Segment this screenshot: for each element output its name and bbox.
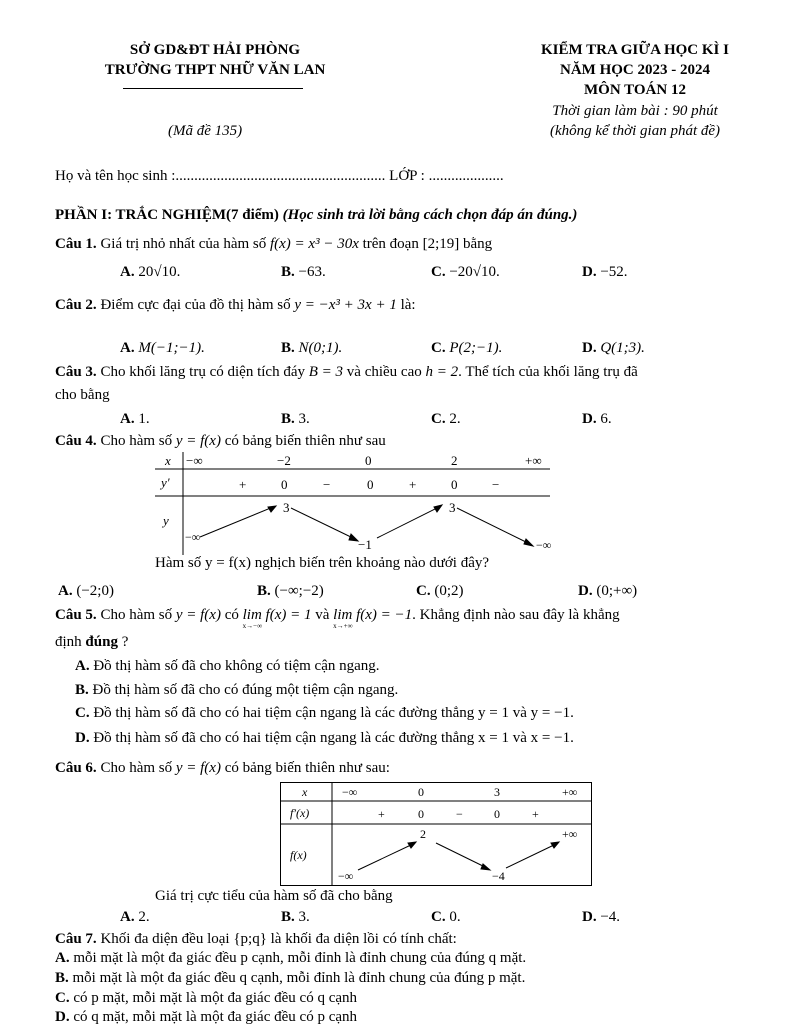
q3-option-b[interactable]: B. 3.: [281, 411, 310, 427]
q7-option-b[interactable]: B. mỗi mặt là một đa giác đều q cạnh, mỗi đỉnh là đỉnh chung của đúng p mặt.: [55, 970, 526, 986]
q5-text: Cho hàm số: [100, 607, 173, 623]
q6-fp-label: f′(x): [290, 806, 310, 820]
q4-x-label: x: [165, 453, 171, 468]
q6-sign: +: [378, 807, 385, 821]
q3-stem-cont: cho bằng: [55, 387, 110, 403]
q6-sign: −: [456, 807, 463, 821]
q1-text: Giá trị nhỏ nhất của hàm số: [100, 236, 267, 252]
header-underline: [123, 88, 303, 89]
q1-text3: bằng: [463, 236, 493, 252]
q5-limit-1-sub: x→−∞: [242, 622, 263, 630]
name-label: Họ và tên học sinh :: [55, 168, 176, 184]
q6-stem: [55, 760, 390, 777]
q7-option-a[interactable]: A. mỗi mặt là một đa giác đều p cạnh, mỗi đỉnh là đỉnh chung của đúng q mặt.: [55, 950, 527, 966]
exam-time-note: (không kể thời gian phát đề): [549, 123, 721, 139]
school-name: TRƯỜNG THPT NHỮ VĂN LAN: [104, 62, 326, 78]
q4-y-min: −1: [358, 537, 372, 552]
q2-text2: là:: [400, 297, 416, 313]
q2-option-d[interactable]: D. Q(1;3).: [582, 340, 645, 356]
class-field[interactable]: ....................: [428, 168, 504, 184]
q4-sign: −: [492, 477, 500, 492]
exam-time: Thời gian làm bài : 90 phút: [552, 103, 718, 119]
q2-option-c[interactable]: C. P(2;−1).: [431, 340, 503, 356]
q5-limit-1: lim f(x) = 1 x→−∞: [242, 607, 312, 630]
dept-name: SỞ GD&ĐT HẢI PHÒNG: [129, 42, 301, 58]
q7-option-d[interactable]: D. có q mặt, mỗi mặt là một đa giác đều có p cạnh: [55, 1009, 358, 1025]
q4-question: Hàm số y = f(x) nghịch biến trên khoảng nào dưới đây?: [155, 555, 490, 571]
q7-stem: [55, 931, 457, 948]
q4-sign: 0: [367, 477, 374, 492]
q6-sign: 0: [494, 807, 500, 821]
q6-option-b[interactable]: B. 3.: [281, 909, 310, 925]
q3-text: Cho khối lăng trụ có diện tích đáy: [100, 364, 305, 380]
q4-yp-label: y′: [161, 475, 170, 490]
q2-text: Điểm cực đại của đồ thị hàm số: [100, 297, 291, 313]
q6-function: y = f(x): [175, 760, 221, 776]
q4-y-max2: 3: [449, 500, 456, 515]
q6-option-c[interactable]: C. 0.: [431, 909, 461, 925]
q3-option-d[interactable]: D. 6.: [582, 411, 612, 427]
section-title: [55, 207, 577, 224]
q5-stem: [55, 607, 620, 630]
q4-y-label: y: [163, 513, 169, 528]
q1-option-c[interactable]: C. −20√10.: [431, 264, 500, 280]
q4-sign: 0: [281, 477, 288, 492]
q1-option-b[interactable]: B. −63.: [281, 264, 326, 280]
q7-label: Câu 7.: [55, 931, 97, 947]
q6-x-val: +∞: [562, 785, 578, 799]
q4-label: Câu 4.: [55, 433, 97, 449]
q6-question: Giá trị cực tiểu của hàm số đã cho bằng: [155, 888, 393, 904]
q2-option-b[interactable]: B. N(0;1).: [281, 340, 343, 356]
q6-x-val: −∞: [342, 785, 358, 799]
section-note: (Học sinh trả lời bằng cách chọn đáp án đúng.): [282, 207, 578, 223]
q1-stem: [55, 236, 492, 253]
q6-table-border: [281, 783, 592, 886]
class-label: LỚP :: [389, 168, 425, 184]
name-field[interactable]: ........................................................: [175, 168, 386, 184]
q6-f-max: 2: [420, 827, 426, 841]
q5-text4: . Khẳng định nào sau đây là khẳng: [412, 607, 620, 623]
q5-option-d[interactable]: D. Đồ thị hàm số đã cho có hai tiệm cận ngang là các đường thẳng x = 1 và x = −1.: [75, 730, 574, 746]
school-year: NĂM HỌC 2023 - 2024: [560, 62, 710, 78]
q4-sign: 0: [451, 477, 458, 492]
q4-sign: −: [323, 477, 331, 492]
q6-sign: +: [532, 807, 539, 821]
q5-option-a[interactable]: A. Đồ thị hàm số đã cho không có tiệm cận ngang.: [75, 658, 380, 674]
q5-text2: có: [224, 607, 239, 623]
q5-text3: và: [315, 607, 330, 623]
q7-text: Khối đa diện đều loại {p;q} là khối đa diện lồi có tính chất:: [100, 931, 457, 947]
q6-f-label: f(x): [290, 848, 307, 862]
q1-text2: trên đoạn: [362, 236, 419, 252]
q4-text2: có bảng biến thiên như sau: [224, 433, 386, 449]
q4-x-val: +∞: [525, 453, 542, 468]
q1-interval: [2;19]: [422, 236, 460, 252]
q3-height: h = 2: [425, 364, 459, 380]
q6-variation-table: [280, 782, 593, 887]
q4-sign: +: [239, 477, 247, 492]
q3-stem: [55, 364, 638, 381]
q4-x-val: 0: [365, 453, 372, 468]
q4-x-val: −∞: [186, 453, 203, 468]
q3-label: Câu 3.: [55, 364, 97, 380]
q3-option-c[interactable]: C. 2.: [431, 411, 461, 427]
q7-option-c[interactable]: C. có p mặt, mỗi mặt là một đa giác đều có q cạnh: [55, 990, 358, 1006]
q2-stem: [55, 297, 416, 314]
subject: MÔN TOÁN 12: [584, 82, 686, 98]
q1-label: Câu 1.: [55, 236, 97, 252]
q4-x-val: −2: [277, 453, 291, 468]
q5-limit-2-sub: x→+∞: [333, 622, 353, 630]
q3-text3: . Thể tích của khối lăng trụ đã: [458, 364, 638, 380]
q6-arrows: [358, 842, 559, 870]
q5-function: y = f(x): [175, 607, 221, 623]
q2-label: Câu 2.: [55, 297, 97, 313]
q1-function: f(x) = x³ − 30x: [269, 236, 359, 252]
q6-x-val: 0: [418, 785, 424, 799]
q1-option-d[interactable]: D. −52.: [582, 264, 628, 280]
q4-sign: +: [409, 477, 417, 492]
q4-y-max1: 3: [283, 500, 290, 515]
q2-option-a[interactable]: A. M(−1;−1).: [120, 340, 205, 356]
student-info-line: [55, 168, 504, 185]
q6-x-val: 3: [494, 785, 500, 799]
q5-stem-cont: định đúng ?: [55, 634, 129, 650]
q3-base: B = 3: [308, 364, 344, 380]
q4-variation-table: [155, 452, 555, 557]
q4-option-c[interactable]: C. (0;2): [416, 583, 464, 599]
q6-text2: có bảng biến thiên như sau:: [224, 760, 390, 776]
q4-x-val: 2: [451, 453, 458, 468]
q5-label: Câu 5.: [55, 607, 97, 623]
q4-y-left: −∞: [185, 530, 201, 544]
section-heading: PHẦN I: TRẮC NGHIỆM(7 điểm): [55, 207, 279, 223]
q6-f-right: +∞: [562, 827, 578, 841]
q2-function: y = −x³ + 3x + 1: [294, 297, 397, 313]
q4-stem: [55, 433, 386, 450]
q4-function: y = f(x): [175, 433, 221, 449]
q1-option-a[interactable]: A. 20√10.: [120, 264, 181, 280]
q3-option-a[interactable]: A. 1.: [120, 411, 150, 427]
q6-sign: 0: [418, 807, 424, 821]
q6-f-left: −∞: [338, 869, 354, 883]
q6-f-min: −4: [492, 869, 505, 883]
q4-option-a[interactable]: A. (−2;0): [58, 583, 114, 599]
q4-option-b[interactable]: B. (−∞;−2): [257, 583, 324, 599]
exam-title: KIỂM TRA GIỮA HỌC KÌ I: [541, 42, 729, 58]
q6-x-label: x: [302, 785, 308, 799]
q4-option-d[interactable]: D. (0;+∞): [578, 583, 638, 599]
q6-text: Cho hàm số: [100, 760, 173, 776]
q4-text: Cho hàm số: [100, 433, 173, 449]
q6-label: Câu 6.: [55, 760, 97, 776]
exam-code: (Mã đề 135): [168, 123, 243, 139]
q6-option-a[interactable]: A. 2.: [120, 909, 150, 925]
q5-option-b[interactable]: B. Đồ thị hàm số đã cho có đúng một tiệm cận ngang.: [75, 682, 399, 698]
q5-option-c[interactable]: C. Đồ thị hàm số đã cho có hai tiệm cận ngang là các đường thẳng y = 1 và y = −1.: [75, 705, 574, 721]
q6-option-d[interactable]: D. −4.: [582, 909, 621, 925]
q4-y-right: −∞: [536, 538, 552, 552]
q5-limit-2: lim f(x) = −1 x→+∞: [333, 607, 413, 630]
q3-text2: và chiều cao: [346, 364, 422, 380]
